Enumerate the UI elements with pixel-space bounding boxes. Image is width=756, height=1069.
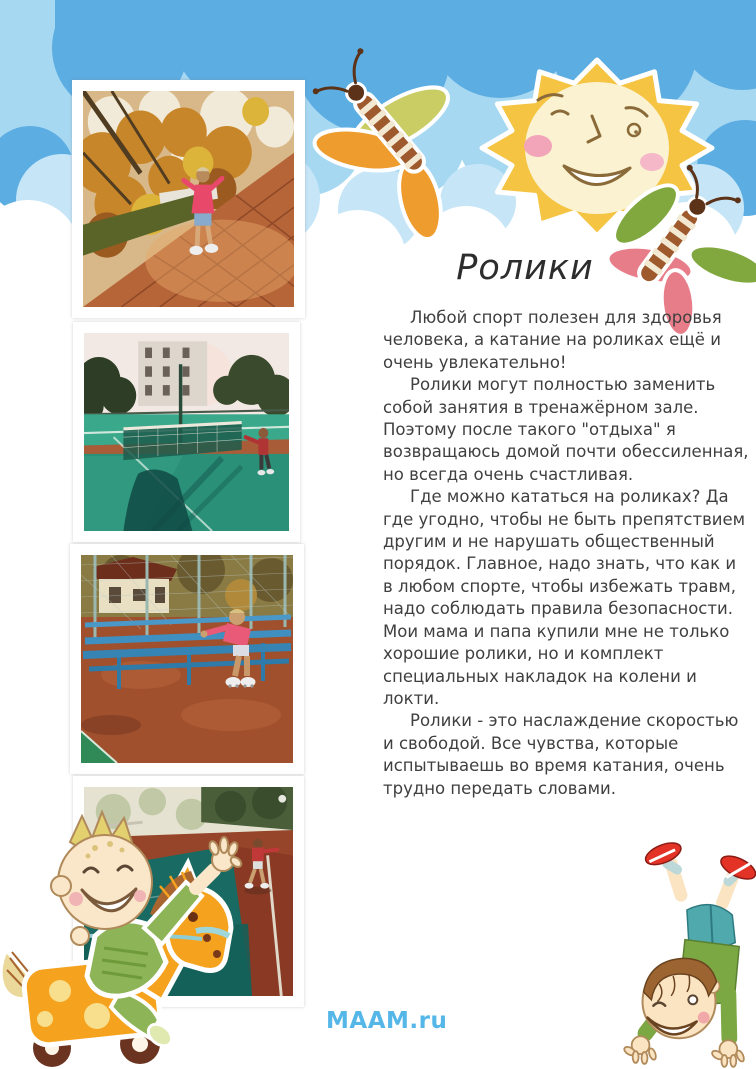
paragraph: Ролики - это наслаждение скоростью и свободой. Все чувства, которые испытываешь во время катания, очень трудно передать словами. [383,711,739,798]
paragraph: Ролики могут полностью заменить собой занятия в тренажёрном зале. Поэтому после такого "отдыха" я возвращаюсь домой почти обессиленная, но всегда очень счастливая. [383,375,749,484]
handstand-boy-illustration [608,836,756,1069]
photo-bench-red-court [70,544,304,774]
paragraph: Любой спорт полезен для здоровья человека, а катание на роликах ещё и очень увлекательно! [383,308,722,372]
photo-court-with-net [73,322,300,542]
page-title: Ролики [456,248,594,288]
maam-logo: МААМ.ru [326,1008,448,1034]
article-text [383,307,749,800]
photo-autumn-park [72,80,305,318]
boy-on-toy-horse-illustration [0,786,268,1069]
paragraph: Где можно кататься на роликах? Да где угодно, чтобы не быть препятствием другим и не нарушать общественный порядок. Главное, надо знать, что как и в любом спорте, чтобы избежать травм, надо соблюдать правила безопасности. Мои мама и папа купили мне не только хорошие ролики, но и комплект специальных накладок на колени и локти. [383,487,746,708]
dragonfly-icon-orange [314,70,474,240]
